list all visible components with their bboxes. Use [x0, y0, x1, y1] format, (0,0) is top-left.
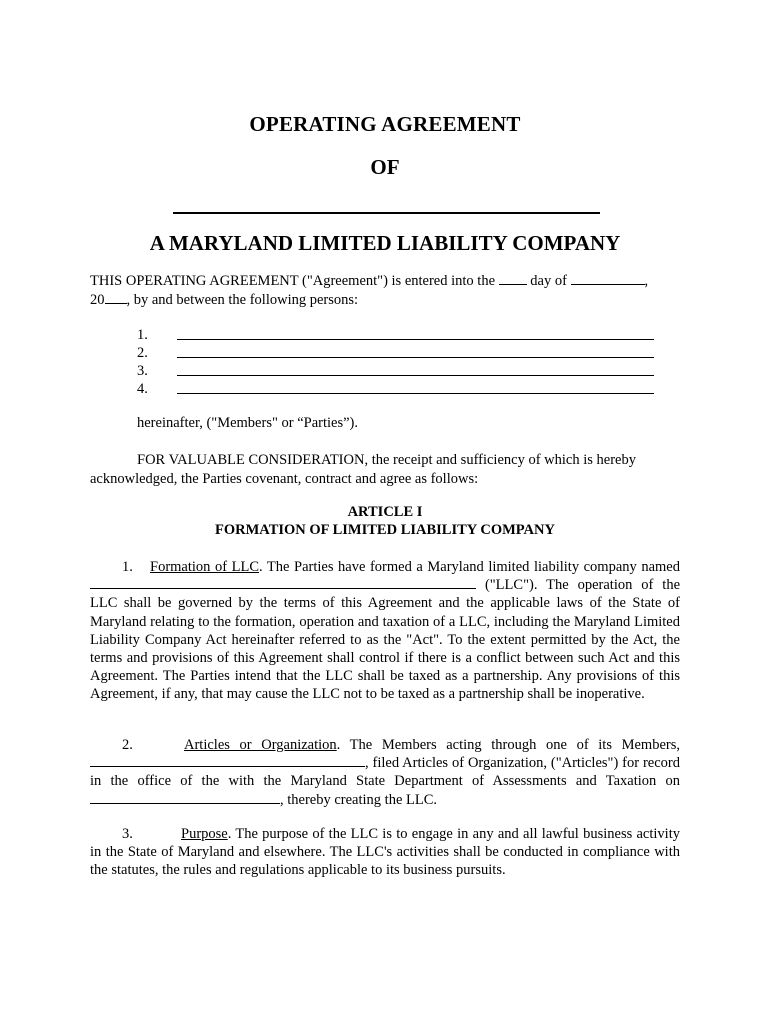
member-number: 4. — [137, 381, 148, 397]
intro-text-c: , — [644, 273, 649, 289]
consideration-paragraph — [90, 451, 680, 488]
document-title-of: OF — [370, 155, 400, 179]
article-subtitle: FORMATION OF LIMITED LIABILITY COMPANY — [215, 522, 555, 538]
llc-name-blank[interactable] — [90, 576, 476, 589]
section-text: ("LLC"). The operation of the LLC shall be governed by the terms of this Agreement and the applicable laws of the State of Maryland relating to the formation, operation and taxation of a LLC, including the Maryland Limited Liability Company Act hereinafter referred to as the "Act". To the extent permitted by the Act, the terms and provisions of this Agreement shall control if there is a conflict between such Act and this Agreement. The Parties intend that the LLC shall be taxed as a partnership. Any provisions of this Agreement, if any, that may cause the LLC not to be taxed as a partnership shall be inoperative. — [90, 577, 680, 703]
consideration-text: FOR VALUABLE CONSIDERATION, the receipt and sufficiency of which is hereby acknowledged, the Parties covenant, contract and agree as follows: — [90, 452, 636, 487]
hereinafter-text: hereinafter, ("Members" or “Parties”). — [137, 415, 359, 431]
member-list — [137, 326, 657, 398]
document-subtitle: A MARYLAND LIMITED LIABILITY COMPANY — [149, 231, 621, 255]
section-number: 2. — [122, 737, 133, 753]
document-title: OPERATING AGREEMENT — [249, 112, 521, 136]
intro-text-b: day of — [530, 273, 567, 289]
section-text: . The Members acting through one of its Members, — [336, 737, 680, 753]
article-title: ARTICLE I — [347, 504, 423, 520]
member-name-blank[interactable] — [177, 375, 654, 376]
section-number: 3. — [122, 826, 133, 842]
intro-text-a: THIS OPERATING AGREEMENT ("Agreement") is entered into the — [90, 273, 496, 289]
member-row — [137, 326, 657, 344]
section-heading: Formation of LLC — [150, 559, 259, 575]
member-row — [137, 344, 657, 362]
article-heading — [0, 503, 770, 539]
member-row — [137, 362, 657, 380]
member-agent-blank[interactable] — [90, 754, 365, 767]
member-number: 3. — [137, 363, 148, 379]
section-1 — [90, 558, 680, 704]
section-text: , filed Articles of Organization, ("Articles") for record in the office of the with the Maryland State Department of Assessments and Taxation on — [90, 755, 680, 790]
member-name-blank[interactable] — [177, 357, 654, 358]
section-3 — [90, 825, 680, 880]
section-2 — [90, 736, 680, 809]
member-name-blank[interactable] — [177, 393, 654, 394]
year-blank[interactable] — [105, 291, 127, 304]
month-blank[interactable] — [571, 272, 645, 285]
section-number: 1. — [122, 559, 133, 575]
section-heading: Purpose — [181, 826, 228, 842]
member-number: 1. — [137, 327, 148, 343]
section-text: . The purpose of the LLC is to engage in any and all lawful business activity in the State of Maryland and elsewhere. The LLC's activities shall be conducted in compliance with the statutes, the rules and regulations applicable to its business pursuits. — [90, 826, 680, 879]
member-name-blank[interactable] — [177, 339, 654, 340]
intro-paragraph — [90, 272, 685, 309]
member-number: 2. — [137, 345, 148, 361]
section-text: , thereby creating the LLC. — [280, 791, 438, 808]
section-text: . The Parties have formed a Maryland limited liability company named — [259, 559, 680, 575]
day-blank[interactable] — [499, 272, 527, 285]
company-name-blank[interactable] — [173, 212, 600, 214]
member-row — [137, 380, 657, 398]
filing-date-blank[interactable] — [90, 791, 280, 804]
intro-text-e: , by and between the following persons: — [126, 291, 359, 308]
intro-text-d: 20 — [90, 291, 105, 308]
section-heading: Articles or Organization — [184, 737, 337, 753]
